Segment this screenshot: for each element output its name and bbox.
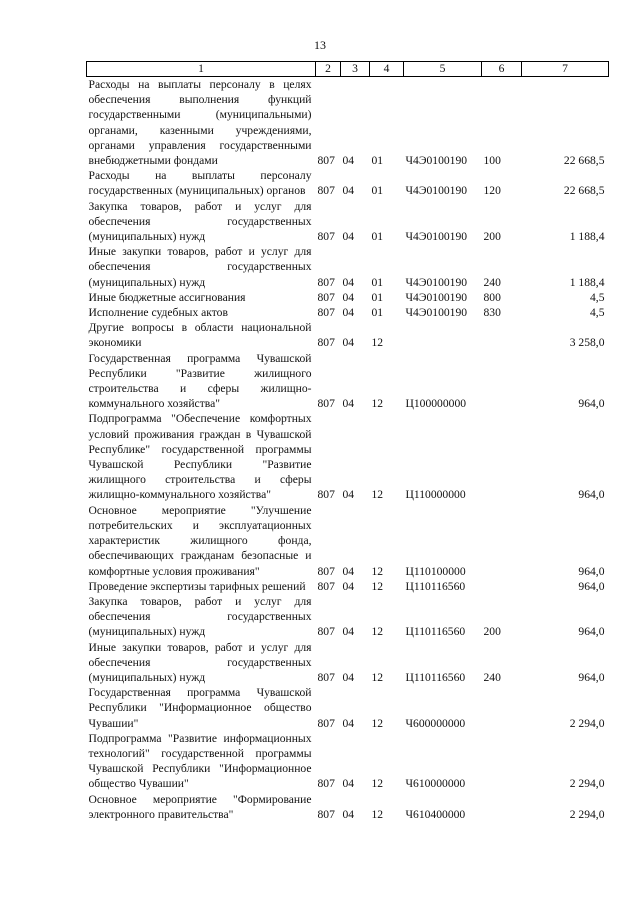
row-target-article-code: Ч4Э0100190 — [405, 290, 468, 304]
row-sum: 22 668,5 — [563, 184, 605, 198]
row-name: Закупка товаров, работ и услуг для обеспечения государственных (муниципальных) нужд — [88, 199, 312, 244]
row-grbs-code: 807 — [317, 184, 335, 198]
row-subsection-code: 01 — [371, 154, 384, 168]
row-name: Проведение экспертизы тарифных решений — [88, 579, 306, 593]
row-expense-type-code — [482, 320, 522, 350]
table-row — [87, 168, 609, 198]
row-expense-type-code: 200 — [483, 230, 501, 244]
row-name: Иные бюджетные ассигнования — [88, 290, 246, 304]
row-target-article-code: Ч4Э0100190 — [405, 306, 468, 320]
header-col-4: 4 — [370, 62, 404, 77]
row-grbs-code: 807 — [317, 777, 335, 791]
table-row — [87, 77, 609, 169]
table-row — [87, 351, 609, 412]
row-section-code: 04 — [342, 397, 355, 411]
row-name: Иные закупки товаров, работ и услуг для обеспечения государственных (муниципальных) нужд — [88, 640, 312, 684]
row-expense-type-code: 830 — [483, 306, 501, 320]
row-section-code: 04 — [342, 579, 355, 593]
row-section-code: 04 — [342, 275, 355, 289]
row-subsection-code: 12 — [371, 777, 384, 791]
header-col-1: 1 — [87, 62, 316, 77]
row-expense-type-code — [482, 685, 522, 731]
row-subsection-code: 12 — [371, 670, 384, 684]
row-name: Подпрограмма "Развитие информационных технологий" государственной программы Чувашской Республики "Информационное общество Чувашии" — [88, 731, 312, 791]
row-grbs-code: 807 — [317, 290, 335, 304]
table-row — [87, 503, 609, 579]
row-section-code: 04 — [342, 777, 355, 791]
row-sum: 964,0 — [578, 579, 605, 593]
table-row — [87, 305, 609, 320]
row-sum: 2 294,0 — [569, 777, 605, 791]
row-grbs-code: 807 — [317, 564, 335, 578]
table-row — [87, 579, 609, 594]
row-section-code: 04 — [342, 488, 355, 502]
row-subsection-code: 12 — [371, 397, 384, 411]
table-row — [87, 594, 609, 640]
header-col-3: 3 — [341, 62, 370, 77]
row-section-code: 04 — [342, 290, 355, 304]
table-row — [87, 244, 609, 290]
row-subsection-code: 01 — [371, 306, 384, 320]
table-header-row — [87, 62, 609, 77]
header-col-5: 5 — [404, 62, 482, 77]
row-section-code: 04 — [342, 716, 355, 730]
table-row — [87, 411, 609, 502]
row-subsection-code: 12 — [371, 807, 384, 821]
row-section-code: 04 — [342, 625, 355, 639]
row-sum: 964,0 — [578, 397, 605, 411]
row-name: Подпрограмма "Обеспечение комфортных условий проживания граждан в Чувашской Республике" государственной программы Чувашской Республики "Развитие жилищного строительства и сферы жилищно-коммунального хозяйства" — [88, 412, 312, 502]
row-name: Расходы на выплаты персоналу в целях обеспечения выполнения функций государственными (муниципальными) органами, казенными учреждениями, органами управления государственными внебюджетными фондами — [88, 78, 312, 168]
row-expense-type-code: 240 — [483, 275, 501, 289]
row-section-code: 04 — [342, 807, 355, 821]
row-sum: 3 258,0 — [569, 336, 605, 350]
page-number: 13 — [314, 38, 326, 52]
table-row — [87, 731, 609, 792]
row-expense-type-code — [482, 731, 522, 792]
row-target-article-code — [404, 320, 482, 350]
row-subsection-code: 01 — [371, 230, 384, 244]
row-expense-type-code — [482, 411, 522, 502]
row-expense-type-code: 200 — [483, 625, 501, 639]
row-section-code: 04 — [342, 154, 355, 168]
row-subsection-code: 12 — [371, 564, 384, 578]
row-target-article-code: Ц100000000 — [405, 397, 467, 411]
row-target-article-code: Ц110116560 — [405, 625, 466, 639]
row-grbs-code: 807 — [317, 154, 335, 168]
row-expense-type-code: 100 — [483, 154, 501, 168]
row-expense-type-code: 800 — [483, 290, 501, 304]
row-sum: 2 294,0 — [569, 716, 605, 730]
row-target-article-code: Ч4Э0100190 — [405, 184, 468, 198]
row-name: Другие вопросы в области национальной экономики — [88, 321, 312, 350]
row-sum: 964,0 — [578, 564, 605, 578]
row-section-code: 04 — [342, 564, 355, 578]
row-grbs-code: 807 — [317, 579, 335, 593]
header-col-7: 7 — [522, 62, 609, 77]
row-name: Иные закупки товаров, работ и услуг для обеспечения государственных (муниципальных) нужд — [88, 245, 312, 289]
row-subsection-code: 12 — [371, 625, 384, 639]
row-sum: 1 188,4 — [569, 275, 605, 289]
row-subsection-code: 01 — [371, 290, 384, 304]
table-body — [87, 77, 609, 822]
table-row — [87, 640, 609, 686]
row-grbs-code: 807 — [317, 336, 335, 350]
row-grbs-code: 807 — [317, 230, 335, 244]
row-grbs-code: 807 — [317, 807, 335, 821]
row-sum: 964,0 — [578, 670, 605, 684]
row-target-article-code: Ч4Э0100190 — [405, 230, 468, 244]
row-expense-type-code — [482, 351, 522, 412]
row-target-article-code: Ц110116560 — [405, 579, 466, 593]
row-sum: 964,0 — [578, 625, 605, 639]
row-name: Расходы на выплаты персоналу государственных (муниципальных) органов — [88, 169, 312, 198]
row-name: Основное мероприятие "Улучшение потребительских и эксплуатационных характеристик жилищного фонда, обеспечивающих гражданам безопасные и комфортные условия проживания" — [88, 503, 312, 578]
row-section-code: 04 — [342, 306, 355, 320]
row-grbs-code: 807 — [317, 275, 335, 289]
row-grbs-code: 807 — [317, 488, 335, 502]
row-target-article-code: Ч610400000 — [405, 807, 466, 821]
row-sum: 2 294,0 — [569, 807, 605, 821]
table-row — [87, 199, 609, 245]
row-name: Основное мероприятие "Формирование электронного правительства" — [88, 792, 312, 821]
row-subsection-code: 12 — [371, 336, 384, 350]
row-sum: 4,5 — [590, 290, 605, 304]
row-target-article-code: Ч600000000 — [405, 716, 466, 730]
row-grbs-code: 807 — [317, 306, 335, 320]
table-row — [87, 792, 609, 822]
row-sum: 1 188,4 — [569, 230, 605, 244]
row-section-code: 04 — [342, 184, 355, 198]
row-subsection-code: 01 — [371, 275, 384, 289]
row-subsection-code: 12 — [371, 579, 384, 593]
row-grbs-code: 807 — [317, 625, 335, 639]
row-expense-type-code — [482, 579, 522, 594]
row-subsection-code: 01 — [371, 184, 384, 198]
table-row — [87, 290, 609, 305]
row-sum: 4,5 — [590, 306, 605, 320]
row-name: Исполнение судебных актов — [88, 306, 228, 320]
row-name: Закупка товаров, работ и услуг для обеспечения государственных (муниципальных) нужд — [88, 594, 312, 639]
row-target-article-code: Ч610000000 — [405, 777, 466, 791]
row-name: Государственная программа Чувашской Республики "Информационное общество Чувашии" — [88, 686, 312, 730]
row-grbs-code: 807 — [317, 397, 335, 411]
row-target-article-code: Ц110116560 — [405, 670, 466, 684]
row-expense-type-code — [482, 503, 522, 579]
row-section-code: 04 — [342, 230, 355, 244]
row-target-article-code: Ч4Э0100190 — [405, 275, 468, 289]
row-expense-type-code: 240 — [483, 670, 501, 684]
row-section-code: 04 — [342, 336, 355, 350]
row-expense-type-code — [482, 792, 522, 822]
row-grbs-code: 807 — [317, 670, 335, 684]
table-row — [87, 685, 609, 731]
budget-table — [86, 61, 609, 822]
row-subsection-code: 12 — [371, 488, 384, 502]
table-row — [87, 320, 609, 350]
row-target-article-code: Ц110100000 — [405, 564, 466, 578]
row-grbs-code: 807 — [317, 716, 335, 730]
row-subsection-code: 12 — [371, 716, 384, 730]
header-col-6: 6 — [482, 62, 522, 77]
row-sum: 964,0 — [578, 488, 605, 502]
row-sum: 22 668,5 — [563, 154, 605, 168]
row-expense-type-code: 120 — [483, 184, 501, 198]
row-target-article-code: Ц110000000 — [405, 488, 466, 502]
row-target-article-code: Ч4Э0100190 — [405, 154, 468, 168]
header-col-2: 2 — [316, 62, 341, 77]
row-section-code: 04 — [342, 670, 355, 684]
row-name: Государственная программа Чувашской Республики "Развитие жилищного строительства и сферы жилищно-коммунального хозяйства" — [88, 351, 312, 411]
